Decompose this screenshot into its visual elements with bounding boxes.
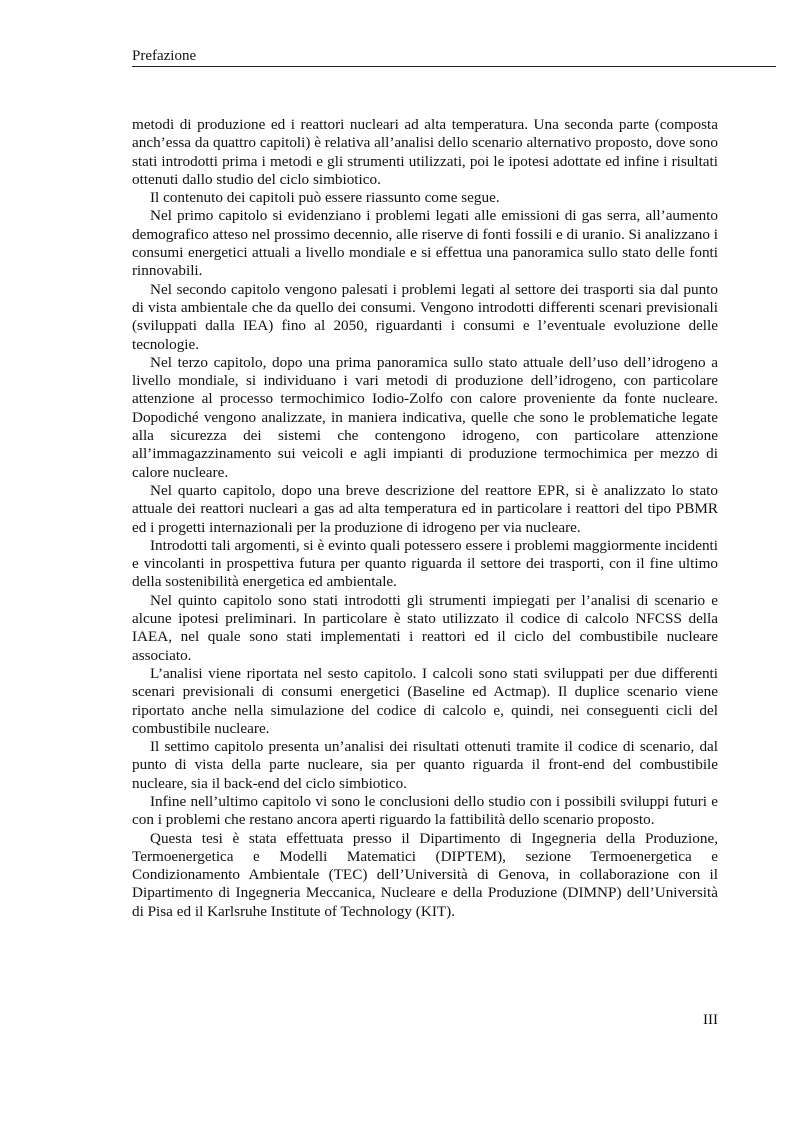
paragraph-chapter-3: Nel terzo capitolo, dopo una prima panoramica sullo stato attuale dell’uso dell’idrogeno a livello mondiale, si individuano i vari metodi di produzione dell’idrogeno, con particolare attenzione al processo termochimico Iodio-Zolfo con calore proveniente da fonte nucleare. Dopodiché vengono analizzate, in maniera indicativa, quelle che sono le problematiche legate alla sicurezza dei sistemi che contengono idrogeno, con particolare attenzione all’immagazzinamento sui veicoli e agli impianti di produzione termochimica per mezzo di calore nucleare. [132, 353, 718, 481]
paragraph-last-chapter: Infine nell’ultimo capitolo vi sono le conclusioni dello studio con i possibili sviluppi futuri e con i problemi che restano ancora aperti riguardo la fattibilità dello scenario proposto. [132, 792, 718, 829]
paragraph-interlude: Introdotti tali argomenti, si è evinto quali potessero essere i problemi maggiormente incidenti e vincolanti in prospettiva futura per quanto riguarda il settore dei trasporti, con il fine ultimo della sostenibilità energetica ed ambientale. [132, 536, 718, 591]
paragraph-chapter-7: Il settimo capitolo presenta un’analisi dei risultati ottenuti tramite il codice di scenario, dal punto di vista della parte nucleare, sia per quanto riguarda il front-end del combustibile nucleare, sia il back-end del ciclo simbiotico. [132, 738, 718, 792]
page-header [132, 47, 776, 67]
paragraph-chapter-1: Nel primo capitolo si evidenziano i problemi legati alle emissioni di gas serra, all’aumento demografico atteso nel prossimo decennio, alle riserve di fonti fossili e di uranio. Si analizzano i consumi energetici attuali a livello mondiale e si effettua una panoramica sullo stato delle fonti rinnovabili. [132, 207, 718, 280]
paragraph-chapter-5: Nel quinto capitolo sono stati introdotti gli strumenti impiegati per l’analisi di scenario e alcune ipotesi preliminari. In particolare è stato utilizzato il codice di calcolo NFCSS della IAEA, nel quale sono stati implementati i reattori ed il ciclo del combustibile nucleare associato. [132, 591, 718, 664]
paragraph-summary-intro: Il contenuto dei capitoli può essere riassunto come segue. [150, 189, 500, 207]
paragraph-chapter-6: L’analisi viene riportata nel sesto capitolo. I calcoli sono stati sviluppati per due differenti scenari previsionali di consumi energetici (Baseline ed Actmap). Il duplice scenario viene riportato anche nella simulazione del codice di calcolo e, quindi, nei conseguenti cicli del combustibile nucleare. [132, 664, 718, 737]
page-number: III [703, 1012, 718, 1028]
paragraph-chapter-4: Nel quarto capitolo, dopo una breve descrizione del reattore EPR, si è analizzato lo stato attuale dei reattori nucleari a gas ad alta temperatura ed in particolare i reattori del tipo PBMR ed i progetti internazionali per la produzione di idrogeno per via nucleare. [132, 481, 718, 536]
body-text [132, 116, 718, 921]
paragraph-continuation: metodi di produzione ed i reattori nucleari ad alta temperatura. Una seconda parte (composta anch’essa da quattro capitoli) è relativa all’analisi dello scenario alternativo proposto, dove sono stati introdotti prima i metodi e gli strumenti utilizzati, poi le ipotesi adottate ed infine i risultati ottenuti dallo studio del ciclo simbiotico. [132, 116, 718, 188]
paragraph-acknowledgement: Questa tesi è stata effettuata presso il Dipartimento di Ingegneria della Produzione, Termoenergetica e Modelli Matematici (DIPTEM), sezione Termoenergetica e Condizionamento Ambientale (TEC) dell’Università di Genova, in collaborazione con il Dipartimento di Ingegneria Meccanica, Nucleare e della Produzione (DIMNP) dell’Università di Pisa ed il Karlsruhe Institute of Technology (KIT). [132, 829, 718, 920]
running-title: Prefazione [132, 48, 197, 64]
paragraph-chapter-2: Nel secondo capitolo vengono palesati i problemi legati al settore dei trasporti sia dal punto di vista ambientale che da quello dei consumi. Vengono introdotti differenti scenari previsionali (sviluppati dalla IEA) fino al 2050, riguardanti i consumi e l’eventuale evoluzione delle tecnologie. [132, 280, 718, 353]
